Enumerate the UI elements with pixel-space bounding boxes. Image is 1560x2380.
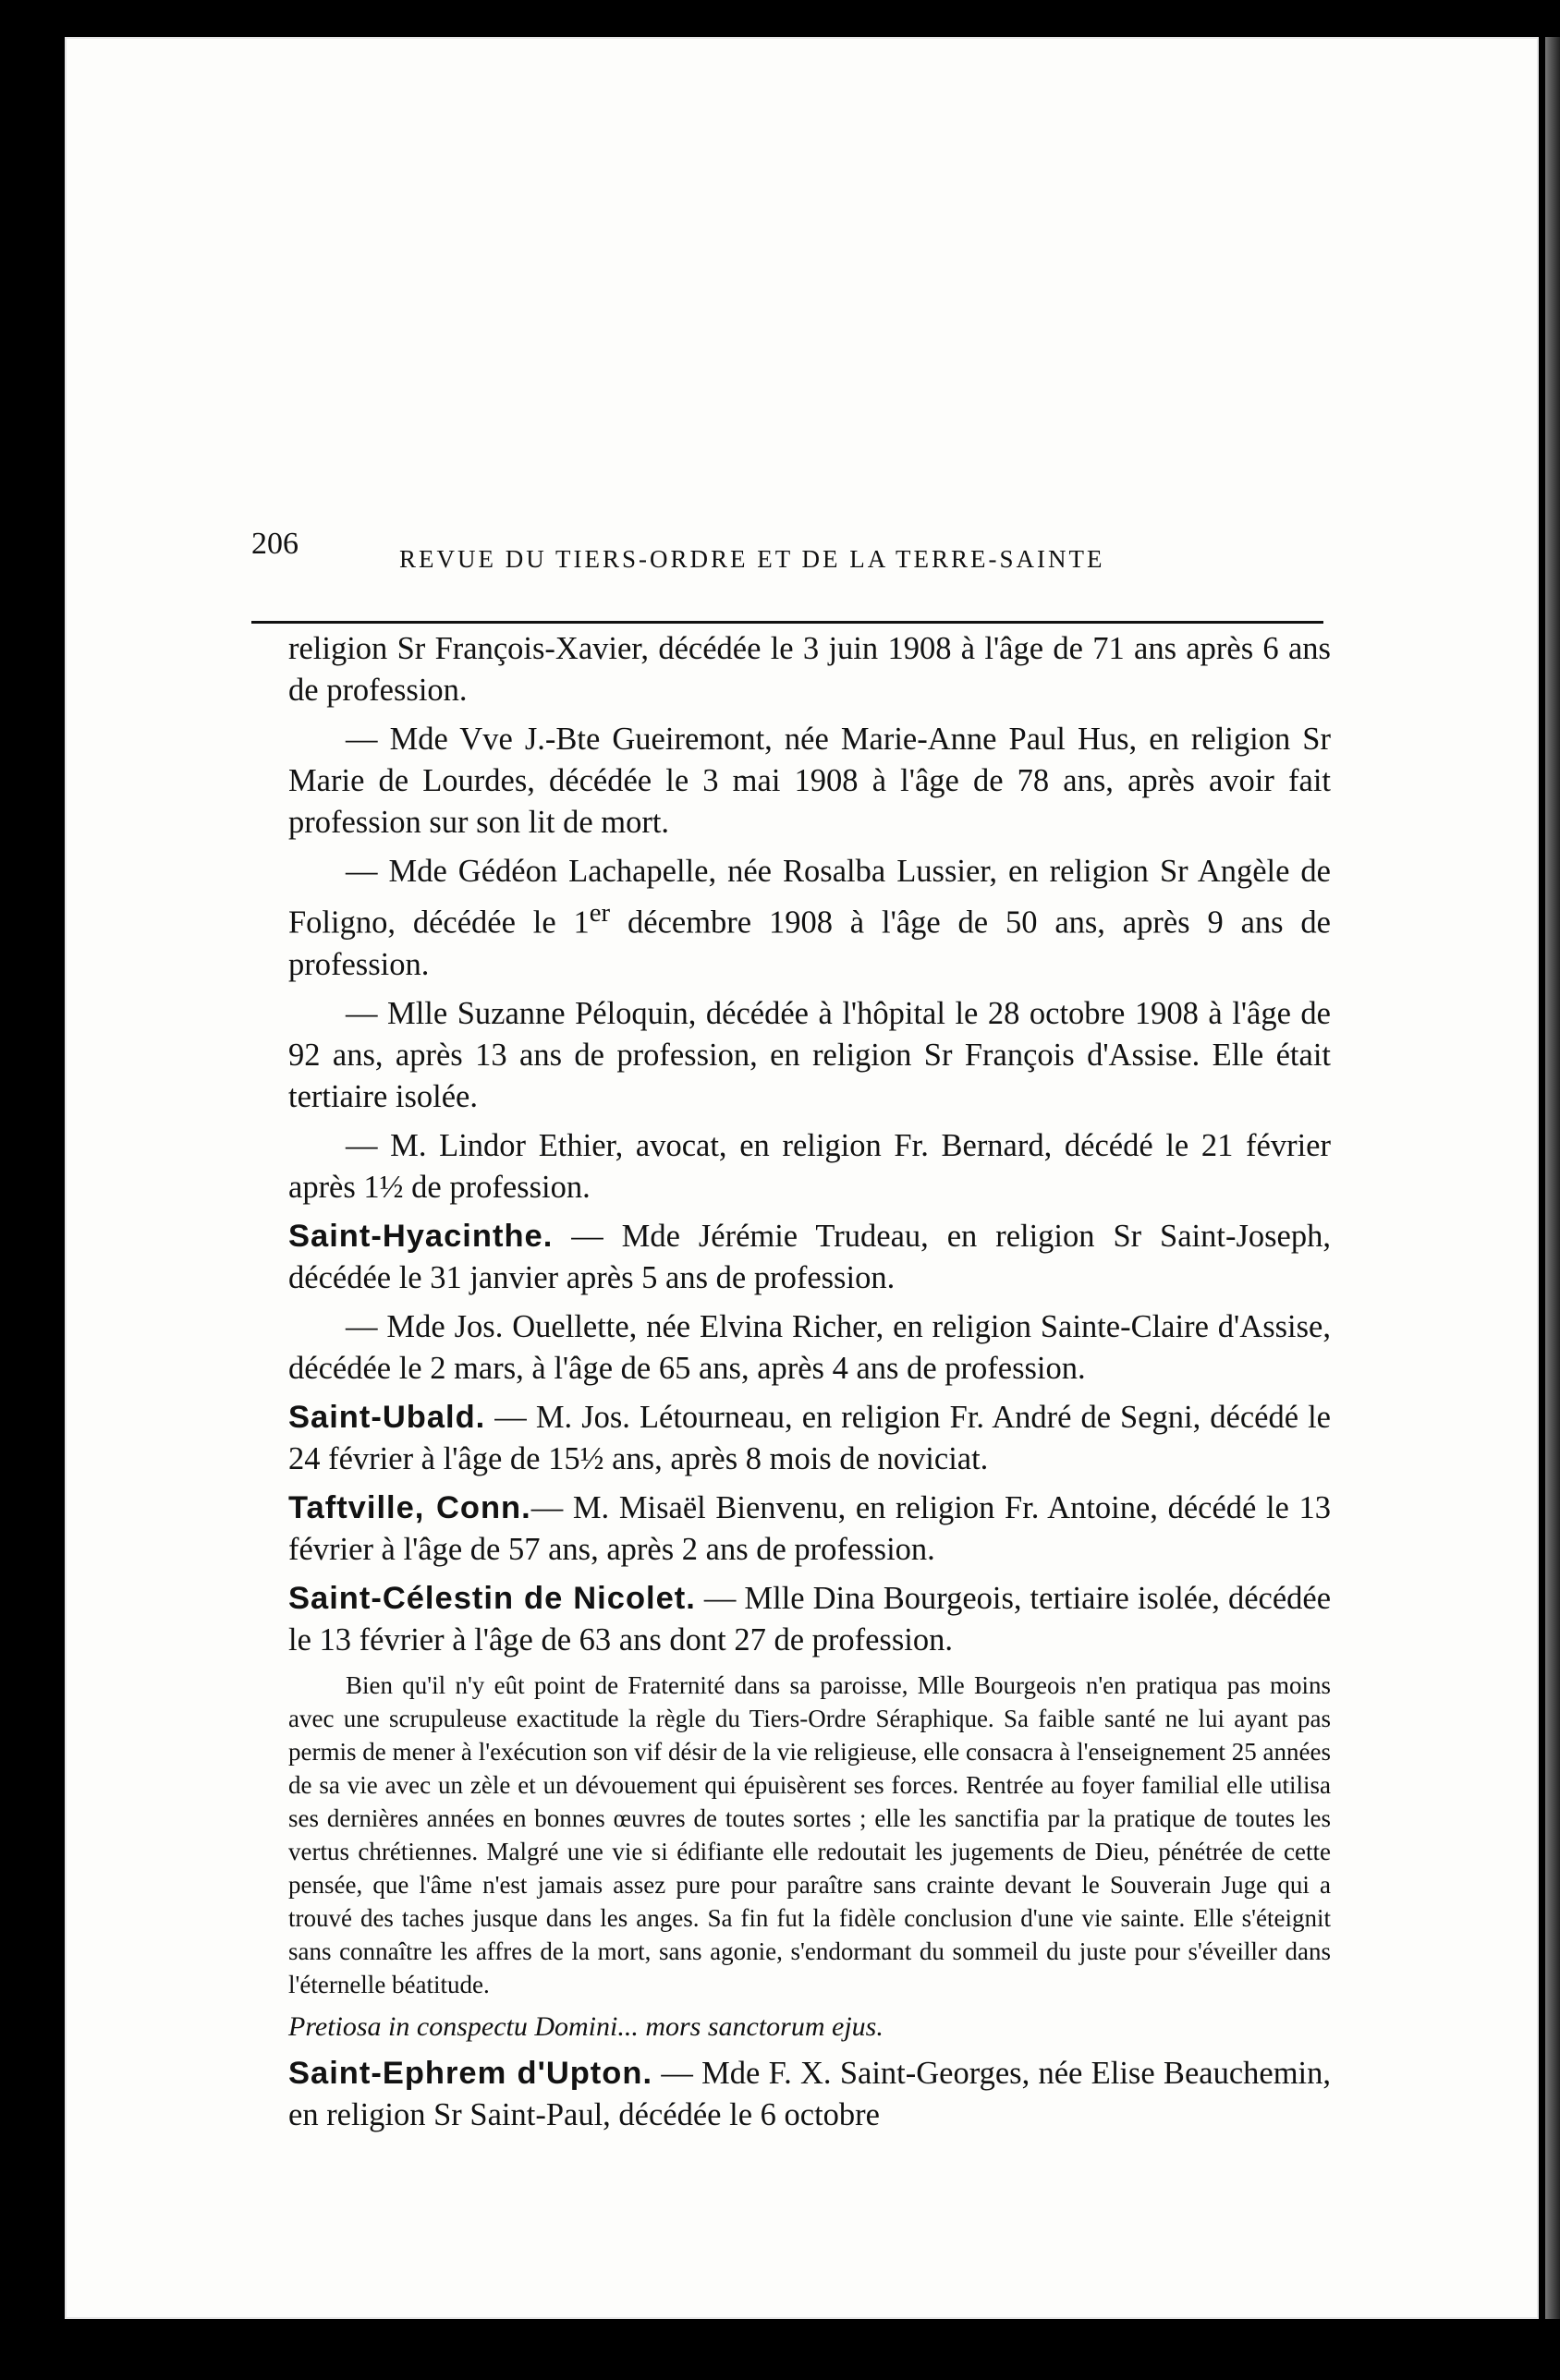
place-heading: Taftville, Conn. <box>288 1489 531 1525</box>
paragraph-saint-ephrem <box>288 2053 1331 2136</box>
page-body <box>288 628 1331 2143</box>
paragraph-text: — Mde Jérémie Trudeau, en religion Sr Saint-Joseph, décédée le 31 janvier après 5 ans de profession. <box>288 1218 1331 1295</box>
page-edge <box>1545 37 1560 2319</box>
paragraph-lachapelle <box>288 851 1331 986</box>
place-heading: Saint-Ubald. <box>288 1399 486 1435</box>
obituary-note: Bien qu'il n'y eût point de Fraternité dans sa paroisse, Mlle Bourgeois n'en pratiqua pas moins avec une scrupuleuse exactitude la règle du Tiers-Ordre Séraphique. Sa faible santé ne lui ayant pas permis de mener à l'exécution son vif désir de la vie religieuse, elle consacra à l'enseignement 25 années de sa vie avec un zèle et un dévouement qui épuisèrent ses forces. Rentrée au foyer familial elle utilisa ses dernières années en bonnes œuvres de toutes sortes ; elle les sanctifia par la pratique de toutes les vertus chrétiennes. Malgré une vie si édifiante elle redoutait les jugements de Dieu, pénétrée de cette pensée, que l'âme n'est jamais assez pure pour paraître sans crainte devant le Souverain Juge qui a trouvé des taches jusque dans les anges. Sa fin fut la fidèle conclusion d'une vie sainte. Elle s'éteignit sans connaître les affres de la mort, sans agonie, s'endormant du sommeil du juste pour s'éveiller dans l'éternelle béatitude. <box>288 1670 1331 1998</box>
paragraph-taftville <box>288 1488 1331 1571</box>
paragraph-saint-hyacinthe <box>288 1216 1331 1299</box>
page-header <box>251 527 1323 582</box>
place-heading: Saint-Célestin de Nicolet. <box>288 1580 696 1616</box>
paragraph-ethier: — M. Lindor Ethier, avocat, en religion Fr. Bernard, décédé le 21 février après 1½ de profession. <box>288 1127 1331 1205</box>
paragraph-text: — M. Jos. Létourneau, en religion Fr. André de Segni, décédé le 24 février à l'âge de 15½ ans, après 8 mois de noviciat. <box>288 1399 1331 1476</box>
place-heading: Saint-Ephrem d'Upton. <box>288 2055 653 2091</box>
paragraph-text: — M. Misaël Bienvenu, en religion Fr. Antoine, décédé le 13 février à l'âge de 57 ans, après 2 ans de profession. <box>288 1489 1332 1567</box>
paragraph-continuation: religion Sr François-Xavier, décédée le 3 juin 1908 à l'âge de 71 ans après 6 ans de profession. <box>288 631 1331 708</box>
paragraph-saint-celestin <box>288 1578 1331 1661</box>
header-rule <box>251 621 1323 624</box>
place-heading: Saint-Hyacinthe. <box>288 1218 554 1254</box>
paragraph-lachapelle-part1: — Mde Gédéon Lachapelle, née Rosalba Lussier, en religion Sr Angèle de Foligno, décédée le 1 <box>288 854 1331 941</box>
paragraph-text: — Mde F. X. Saint-Georges, née Elise Beauchemin, en religion Sr Saint-Paul, décédée le 6 octobre <box>288 2055 1331 2132</box>
page-number: 206 <box>251 527 299 561</box>
paragraph-saint-ubald <box>288 1397 1331 1480</box>
latin-quote: Pretiosa in conspectu Domini... mors sanctorum ejus. <box>288 2010 884 2042</box>
paragraph-ouellette: — Mde Jos. Ouellette, née Elvina Richer, en religion Sainte-Claire d'Assise, décédée le 2 mars, à l'âge de 65 ans, après 4 ans de profession. <box>288 1308 1331 1386</box>
ordinal-superscript: er <box>589 898 611 928</box>
paragraph-text: — Mlle Dina Bourgeois, tertiaire isolée, décédée le 13 février à l'âge de 63 ans dont 27 de profession. <box>288 1580 1332 1658</box>
paragraph-lachapelle-part2: décembre 1908 à l'âge de 50 ans, après 9 ans de profession. <box>288 905 1331 982</box>
running-title: REVUE DU TIERS-ORDRE ET DE LA TERRE-SAINTE <box>399 545 1105 573</box>
paragraph-peloquin: — Mlle Suzanne Péloquin, décédée à l'hôpital le 28 octobre 1908 à l'âge de 92 ans, après 13 ans de profession, en religion Sr François d'Assise. Elle était tertiaire isolée. <box>288 995 1331 1114</box>
paragraph-gueiremont: — Mde Vve J.-Bte Gueiremont, née Marie-Anne Paul Hus, en religion Sr Marie de Lourdes, décédée le 3 mai 1908 à l'âge de 78 ans, après avoir fait profession sur son lit de mort. <box>288 722 1331 840</box>
